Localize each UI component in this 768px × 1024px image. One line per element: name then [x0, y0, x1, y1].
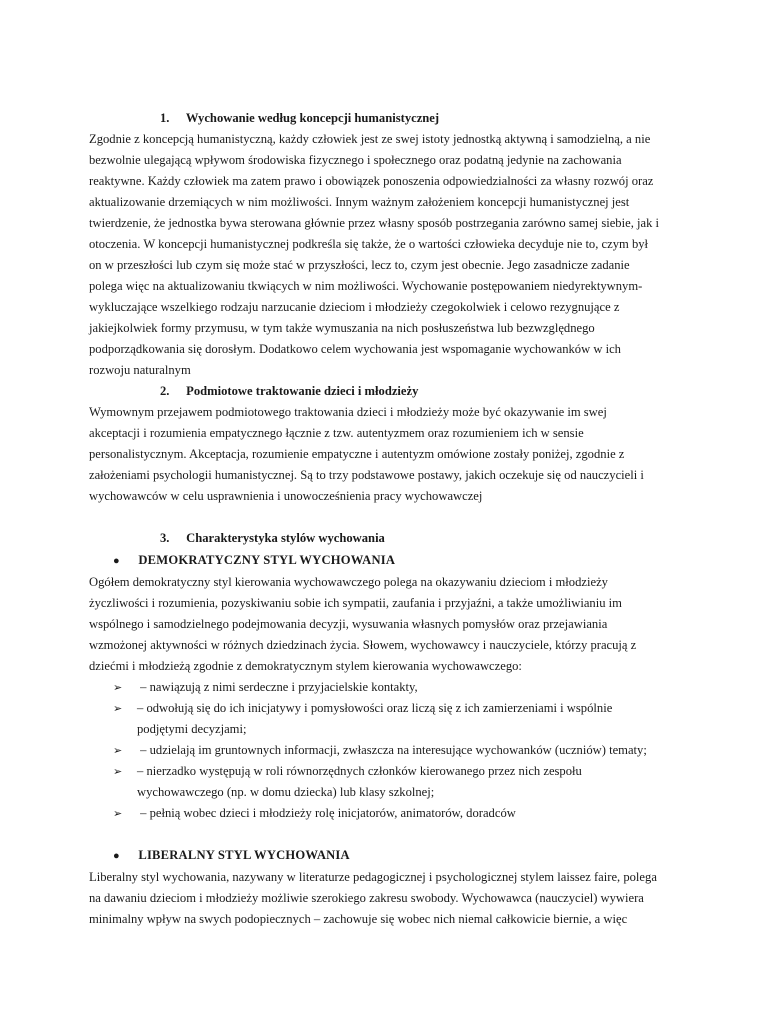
list-item-text: – nawiązują z nimi serdeczne i przyjacielskie kontakty,: [137, 680, 418, 694]
paragraph-line: wzmożonej aktywności w różnych dziedzinach życia. Słowem, wychowawcy i nauczyciele, którzy pracują z: [89, 638, 637, 652]
arrow-bullet-icon: ➢: [113, 766, 123, 778]
paragraph-line: reaktywne. Każdy człowiek ma zatem prawo i obowiązek ponoszenia odpowiedzialności za własny rozwój oraz: [89, 174, 654, 188]
paragraph-line: aktualizowanie drzemiących w nim możliwości. Innym ważnym założeniem koncepcji humanistycznej jest: [89, 195, 630, 209]
paragraph-line: twierdzenie, że jednostka bywa sterowana głównie przez własny sposób postrzegania zarówno samej siebie, jak i: [89, 216, 660, 230]
list-item-text: – udzielają im gruntownych informacji, zwłaszcza na interesujące wychowanków (uczniów) tematy;: [137, 743, 647, 757]
democratic-style-title: DEMOKRATYCZNY STYL WYCHOWANIA: [138, 553, 396, 567]
liberal-style-heading: [113, 845, 350, 866]
section-2-heading: [160, 381, 418, 402]
section-2-title: Podmiotowe traktowanie dzieci i młodzieży: [186, 384, 419, 398]
section-2-number: 2.: [160, 384, 170, 398]
paragraph-line: personalistycznym. Akceptacja, rozumienie empatyczne i autentyzm omówione zostały poniżej, zgodnie z: [89, 447, 625, 461]
paragraph-line: minimalny wpływ na swych podopiecznych – zachowuje się wobec nich niemal całkowicie biernie, a więc: [89, 912, 628, 926]
paragraph-line: on w przeszłości lub czym się może stać w przyszłości, lecz to, czym jest obecnie. Jego zasadnicze zadanie: [89, 258, 630, 272]
list-item: [113, 698, 612, 719]
section-1-number: 1.: [160, 111, 170, 125]
list-item-text: – odwołują się do ich inicjatywy i pomysłowości oraz liczą się z ich zamierzeniami i wspólnie: [137, 701, 613, 715]
paragraph-line: założeniami psychologii humanistycznej. Są to trzy podstawowe postawy, jakich oczekuje się od nauczycieli i: [89, 468, 644, 482]
paragraph-line: wykluczające wszelkiego rodzaju narzucanie dzieciom i młodzieży czegokolwiek i celowo rezygnujące z: [89, 300, 620, 314]
paragraph-line: Ogółem demokratyczny styl kierowania wychowawczego polega na okazywaniu dzieciom i młodzieży: [89, 575, 608, 589]
bullet-icon: ●: [113, 850, 120, 862]
liberal-style-title: LIBERALNY STYL WYCHOWANIA: [138, 848, 350, 862]
paragraph-line: jakiejkolwiek formy przymusu, w tym także wymuszania na nich posłuszeństwa lub bezwzględnego: [89, 321, 595, 335]
paragraph-line: otoczenia. W koncepcji humanistycznej podkreśla się także, że o wartości człowieka decyduje nie to, czym był: [89, 237, 649, 251]
paragraph-line: dziećmi i młodzieżą zgodnie z demokratycznym stylem kierowania wychowawczego:: [89, 659, 522, 673]
list-item: [113, 740, 647, 761]
paragraph-line: na dawaniu dzieciom i młodzieży możliwie szerokiego zakresu swobody. Wychowawca (nauczyciel) wywiera: [89, 891, 644, 905]
section-1-heading: [160, 108, 439, 129]
paragraph-line: wspólnego i samodzielnego podejmowania decyzji, wysuwania własnych pomysłów oraz przejawiania: [89, 617, 608, 631]
paragraph-line: akceptacji i rozumienia empatycznego łącznie z tzw. autentyzmem oraz rozumieniem ich w sensie: [89, 426, 584, 440]
paragraph-line: wychowawców w celu usprawnienia i unowocześnienia pracy wychowawczej: [89, 489, 483, 503]
list-item: [113, 803, 516, 824]
section-3-title: Charakterystyka stylów wychowania: [186, 531, 385, 545]
paragraph-line: podporządkowania się dorosłym. Dodatkowo celem wychowania jest wspomaganie wychowanków w ich: [89, 342, 621, 356]
list-item-continuation: podjętymi decyzjami;: [137, 722, 247, 736]
list-item-text: – nierzadko występują w roli równorzędnych członków kierowanego przez nich zespołu: [137, 764, 582, 778]
paragraph-line: rozwoju naturalnym: [89, 363, 191, 377]
paragraph-line: bezwolnie ulegającą wpływom środowiska fizycznego i społecznego oraz podatną jedynie na zachowania: [89, 153, 622, 167]
paragraph-line: życzliwości i rozumienia, pozyskiwaniu sobie ich sympatii, zaufania i przyjaźni, a także umożliwianiu im: [89, 596, 622, 610]
democratic-style-heading: [113, 550, 395, 571]
list-item-continuation: wychowawczego (np. w domu dziecka) lub klasy szkolnej;: [137, 785, 435, 799]
arrow-bullet-icon: ➢: [113, 703, 123, 715]
arrow-bullet-icon: ➢: [113, 682, 123, 694]
paragraph-line: Zgodnie z koncepcją humanistyczną, każdy człowiek jest ze swej istoty jednostką aktywną i samodzielną, a nie: [89, 132, 651, 146]
arrow-bullet-icon: ➢: [113, 745, 123, 757]
bullet-icon: ●: [113, 555, 120, 567]
list-item: [113, 677, 418, 698]
list-item-text: – pełnią wobec dzieci i młodzieży rolę inicjatorów, animatorów, doradców: [137, 806, 516, 820]
paragraph-line: Wymownym przejawem podmiotowego traktowania dzieci i młodzieży może być okazywanie im swej: [89, 405, 607, 419]
paragraph-line: polega więc na aktualizowaniu tkwiących w nim możliwości. Wychowanie postępowaniem niedyrektywnym-: [89, 279, 643, 293]
paragraph-line: Liberalny styl wychowania, nazywany w literaturze pedagogicznej i psychologicznej stylem laissez faire, polega: [89, 870, 657, 884]
section-3-heading: [160, 528, 385, 549]
arrow-bullet-icon: ➢: [113, 808, 123, 820]
section-1-title: Wychowanie według koncepcji humanistycznej: [185, 111, 440, 125]
list-item: [113, 761, 582, 782]
section-3-number: 3.: [160, 531, 170, 545]
